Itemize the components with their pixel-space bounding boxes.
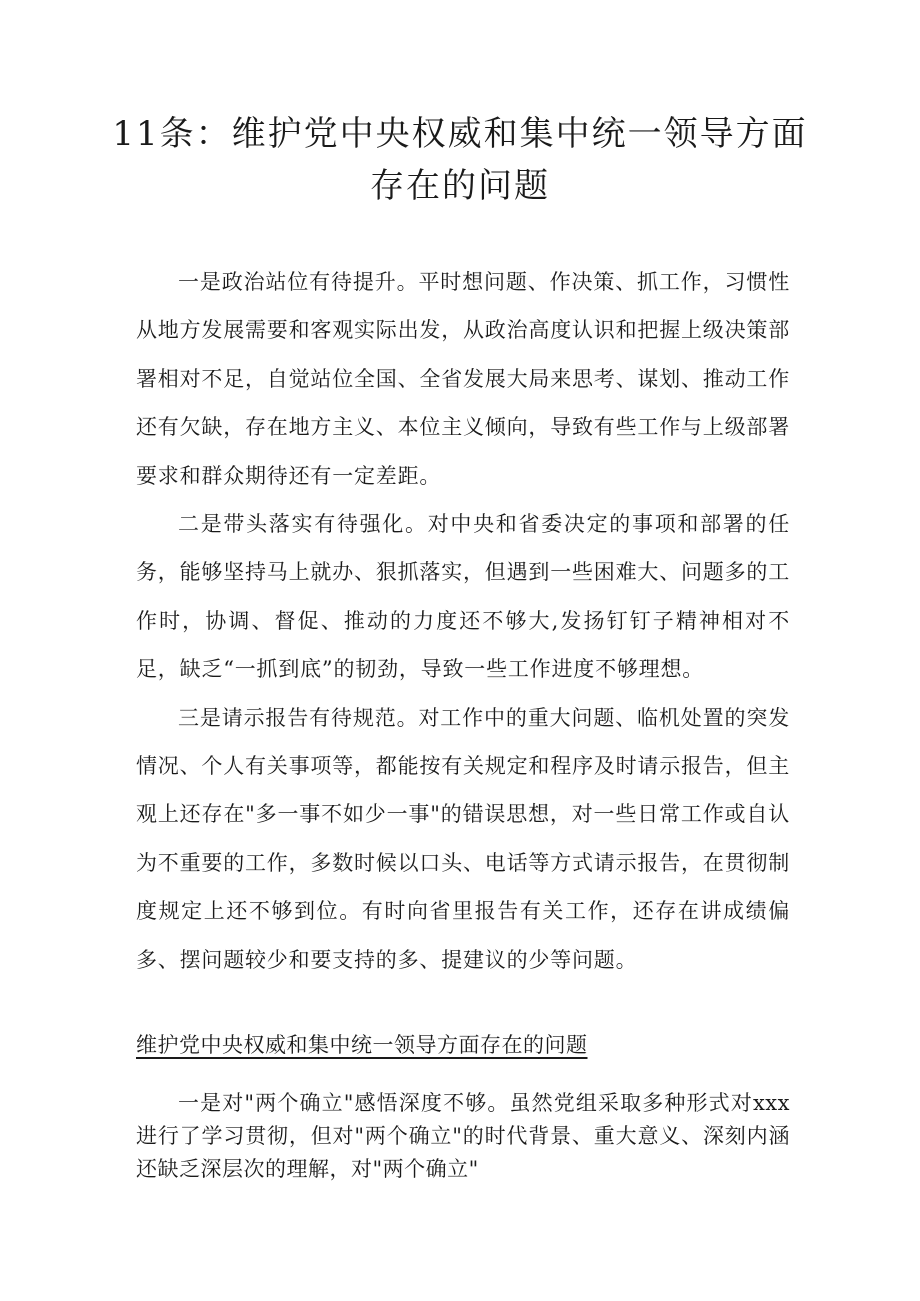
- section-two-body: [136, 1087, 790, 1186]
- document-title: 11条：维护党中央权威和集中统一领导方面存在的问题: [112, 114, 808, 206]
- paragraph-implementation: 二是带头落实有待强化。对中央和省委决定的事项和部署的任务，能够坚持马上就办、狠抓落实，但遇到一些困难大、问题多的工作时，协调、督促、推动的力度还不够大,发扬钉钉子精神相对不足，缺乏“一抓到底”的韧劲，导致一些工作进度不够理想。: [136, 512, 790, 682]
- paragraph-two-establishments: 一是对"两个确立"感悟深度不够。虽然党组采取多种形式对xxx进行了学习贯彻，但对"两个确立"的时代背景、重大意义、深刻内涵还缺乏深层次的理解，对"两个确立": [136, 1091, 790, 1181]
- paragraph-reporting: 三是请示报告有待规范。对工作中的重大问题、临机处置的突发情况、个人有关事项等，都能按有关规定和程序及时请示报告，但主观上还存在"多一事不如少一事"的错误思想，对一些日常工作或自认为不重要的工作，多数时候以口头、电话等方式请示报告，在贯彻制度规定上还不够到位。有时向省里报告有关工作，还存在讲成绩偏多、摆问题较少和要支持的多、提建议的少等问题。: [136, 705, 790, 972]
- section-one-body: [136, 258, 790, 984]
- paragraph-political-stance: 一是政治站位有待提升。平时想问题、作决策、抓工作，习惯性从地方发展需要和客观实际出发，从政治高度认识和把握上级决策部署相对不足，自觉站位全国、全省发展大局来思考、谋划、推动工作还有欠缺，存在地方主义、本位主义倾向，导致有些工作与上级部署要求和群众期待还有一定差距。: [136, 270, 790, 488]
- section-two-heading: 维护党中央权威和集中统一领导方面存在的问题: [136, 1033, 588, 1057]
